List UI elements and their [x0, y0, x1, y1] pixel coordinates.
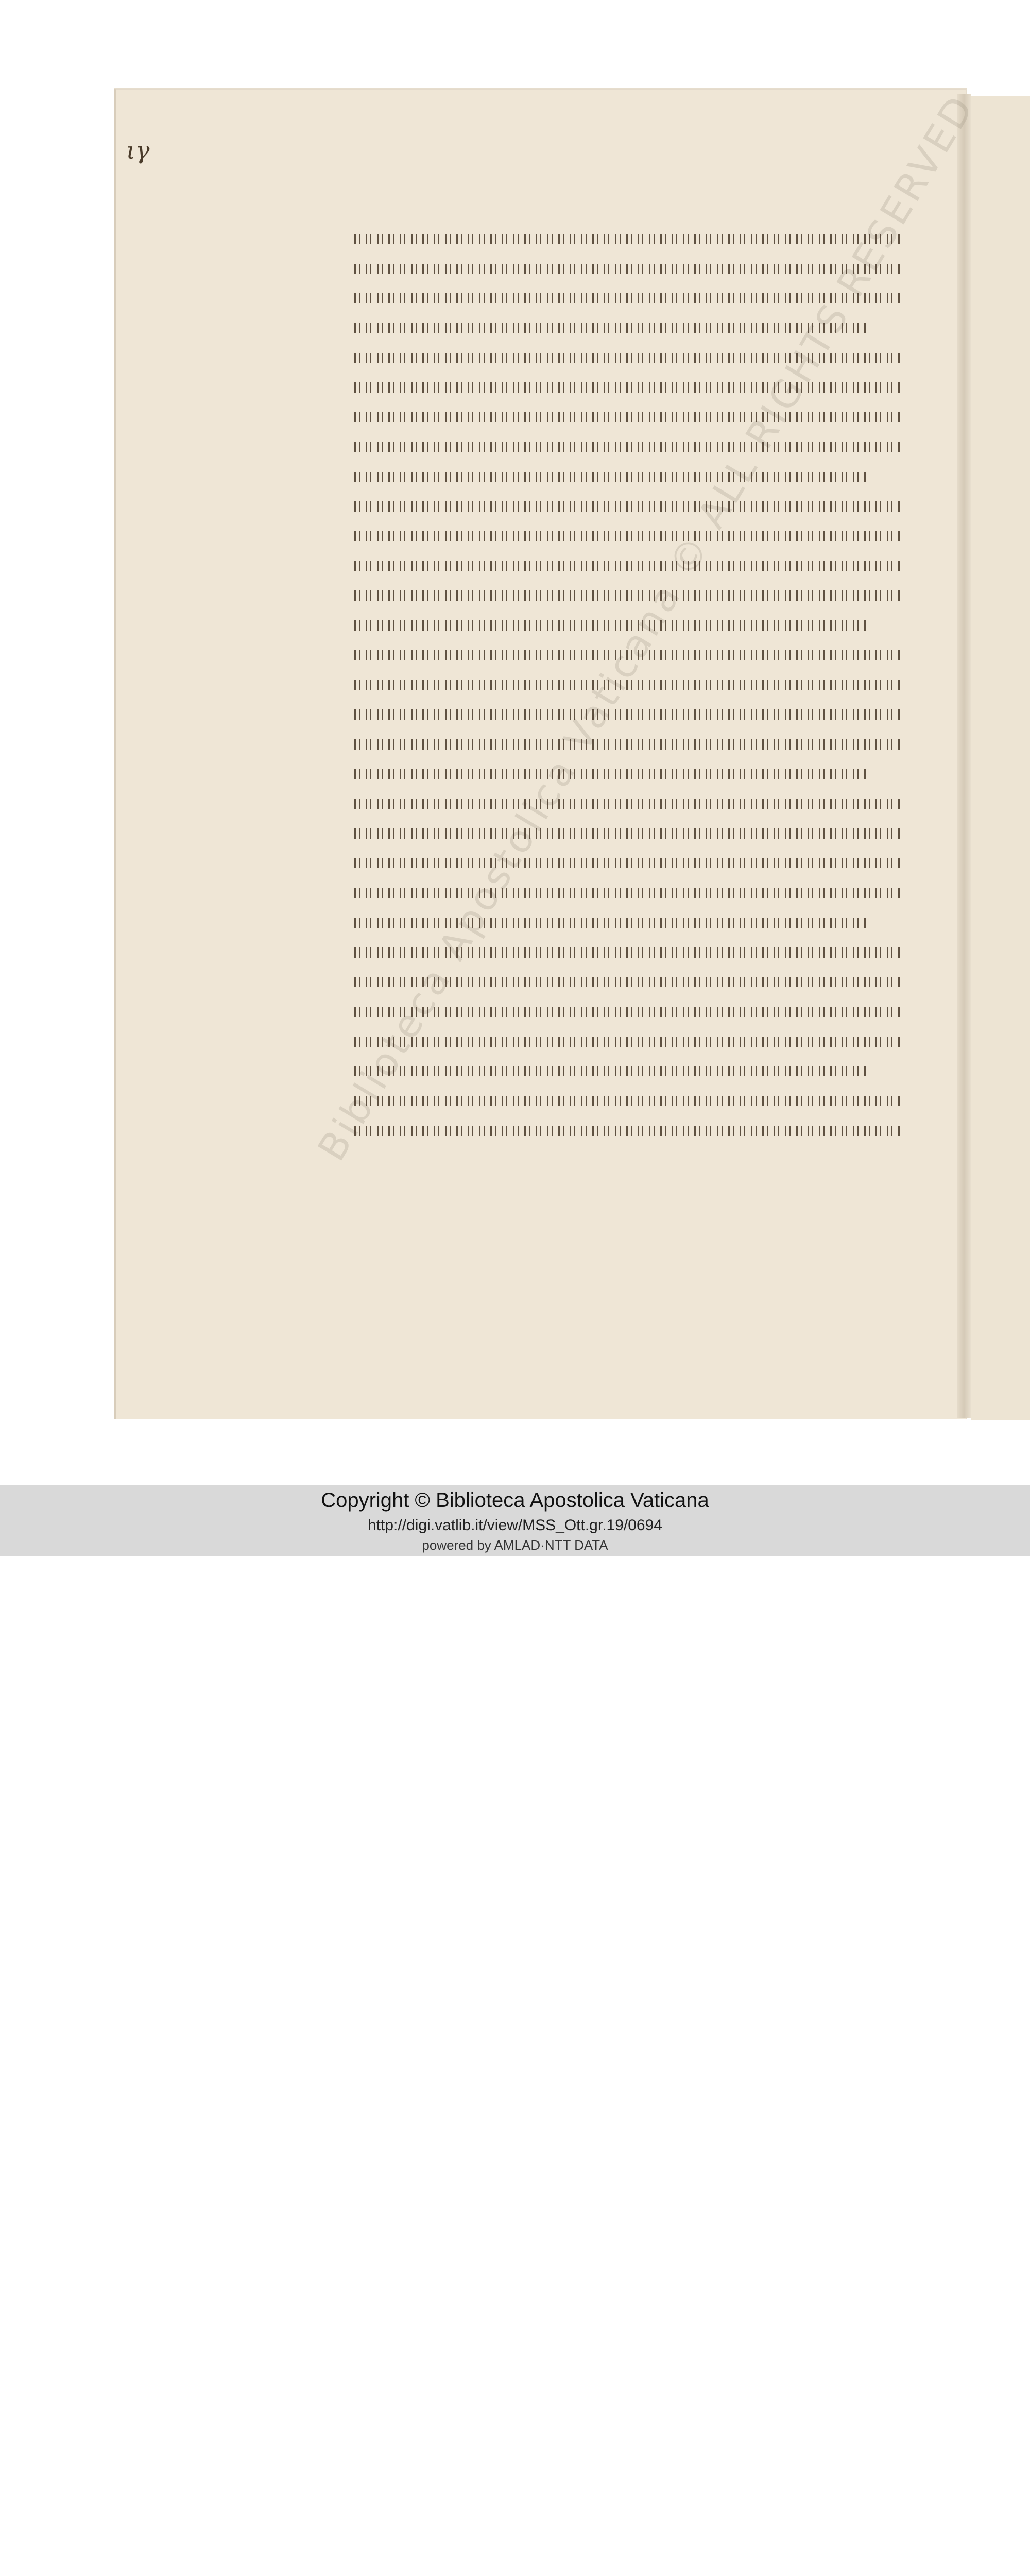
handwritten-line — [354, 405, 900, 430]
handwritten-line — [354, 732, 900, 757]
footer — [0, 1485, 1030, 1556]
handwritten-line — [354, 702, 900, 727]
handwritten-line — [354, 999, 900, 1024]
source-url[interactable]: http://digi.vatlib.it/view/MSS_Ott.gr.19/0694 — [368, 1517, 662, 1534]
handwritten-line — [354, 672, 900, 697]
handwritten-line — [354, 851, 900, 875]
handwritten-line — [354, 910, 869, 935]
handwritten-line — [354, 524, 900, 549]
handwritten-line — [354, 316, 869, 341]
adjacent-page — [971, 96, 1030, 1420]
handwritten-line — [354, 494, 900, 519]
handwritten-line — [354, 970, 900, 994]
handwritten-line — [354, 1089, 900, 1113]
handwritten-line — [354, 346, 900, 370]
handwritten-line — [354, 791, 900, 816]
handwritten-line — [354, 465, 869, 489]
handwritten-line — [354, 821, 900, 846]
handwritten-line — [354, 643, 900, 668]
handwritten-line — [354, 435, 900, 460]
copyright-text: Copyright © Biblioteca Apostolica Vaticana — [321, 1489, 709, 1512]
handwritten-line — [354, 554, 900, 579]
folio-number: ιγ — [126, 137, 150, 164]
handwritten-line — [354, 583, 900, 608]
handwritten-line — [354, 1059, 869, 1083]
handwritten-line — [354, 940, 900, 965]
page-edge — [957, 94, 971, 1418]
handwritten-line — [354, 375, 900, 400]
handwritten-line — [354, 880, 900, 905]
handwritten-line — [354, 1029, 900, 1054]
watermark: ALL — [689, 446, 768, 536]
handwritten-line — [354, 257, 900, 281]
handwritten-line — [354, 286, 900, 311]
handwritten-line — [354, 613, 869, 638]
handwritten-line — [354, 1118, 900, 1143]
handwritten-line — [354, 227, 900, 251]
powered-by-text: powered by AMLAD·NTT DATA — [422, 1537, 608, 1553]
handwritten-text-block — [354, 227, 911, 1148]
handwritten-line — [354, 761, 869, 786]
